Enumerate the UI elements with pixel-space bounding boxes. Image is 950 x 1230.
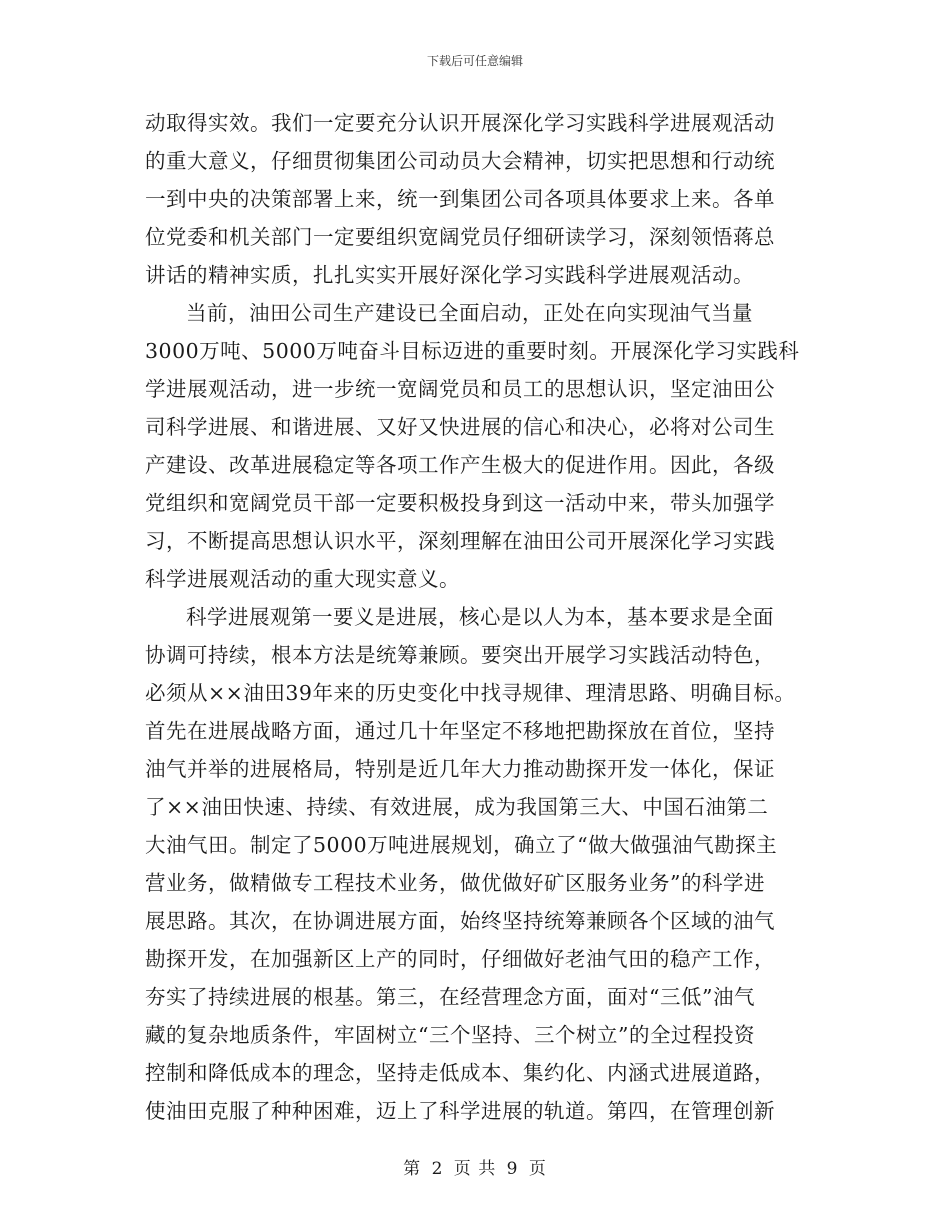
text-line: 3000万吨、5000万吨奋斗目标迈进的重要时刻。开展深化学习实践科 — [145, 339, 800, 363]
total-pages: 9 — [506, 1159, 519, 1179]
text-line: 藏的复杂地质条件，牢固树立“三个坚持、三个树立”的全过程投资 — [145, 1023, 755, 1047]
footer-suffix: 页 — [528, 1159, 547, 1179]
text-line: 一到中央的决策部署上来，统一到集团公司各项具体要求上来。各单 — [145, 187, 775, 211]
text-line: 科学进展观活动的重大现实意义。 — [145, 567, 460, 591]
footer-middle: 页 共 — [453, 1159, 497, 1179]
text-line: 营业务，做精做专工程技术业务，做优做好矿区服务业务”的科学进 — [145, 871, 765, 895]
text-line: 位党委和机关部门一定要组织宽阔党员仔细研读学习，深刻领悟蒋总 — [145, 225, 775, 249]
page-footer — [0, 1154, 950, 1179]
text-line: 司科学进展、和谐进展、又好又快进展的信心和决心，必将对公司生 — [145, 415, 775, 439]
text-line: 展思路。其次，在协调进展方面，始终坚持统筹兼顾各个区域的油气 — [145, 909, 775, 933]
text-line: 了××油田快速、持续、有效进展，成为我国第三大、中国石油第二 — [145, 795, 769, 819]
text-line: 协调可持续，根本方法是统筹兼顾。要突出开展学习实践活动特色， — [145, 643, 775, 667]
text-line: 动取得实效。我们一定要充分认识开展深化学习实践科学进展观活动 — [145, 111, 775, 135]
text-line: 产建设、改革进展稳定等各项工作产生极大的促进作用。因此，各级 — [145, 453, 775, 477]
page-number: 2 — [431, 1159, 444, 1179]
text-line: 首先在进展战略方面，通过几十年坚定不移地把勘探放在首位，坚持 — [145, 719, 775, 743]
text-line: 学进展观活动，进一步统一宽阔党员和员工的思想认识，坚定油田公 — [145, 377, 775, 401]
text-line: 勘探开发，在加强新区上产的同时，仔细做好老油气田的稳产工作， — [145, 947, 775, 971]
paragraph-first-line: 当前，油田公司生产建设已全面启动，正处在向实现油气当量 — [186, 301, 753, 325]
paragraph-first-line: 科学进展观第一要义是进展，核心是以人为本，基本要求是全面 — [186, 605, 774, 629]
text-line: 夯实了持续进展的根基。第三，在经营理念方面，面对“三低”油气 — [145, 985, 755, 1009]
page-header-note: 下载后可任意编辑 — [426, 54, 523, 68]
text-line: 使油田克服了种种困难，迈上了科学进展的轨道。第四，在管理创新 — [145, 1099, 775, 1123]
text-line: 控制和降低成本的理念，坚持走低成本、集约化、内涵式进展道路， — [145, 1061, 775, 1085]
text-line: 党组织和宽阔党员干部一定要积极投身到这一活动中来，带头加强学 — [145, 491, 775, 515]
text-line: 的重大意义，仔细贯彻集团公司动员大会精神，切实把思想和行动统 — [145, 149, 775, 173]
text-line: 大油气田。制定了5000万吨进展规划，确立了“做大做强油气勘探主 — [145, 833, 778, 857]
text-line: 油气并举的进展格局，特别是近几年大力推动勘探开发一体化，保证 — [145, 757, 775, 781]
text-line: 讲话的精神实质，扎扎实实开展好深化学习实践科学进展观活动。 — [145, 263, 754, 287]
text-line: 必须从××油田39年来的历史变化中找寻规律、理清思路、明确目标。 — [145, 681, 796, 705]
footer-prefix: 第 — [403, 1159, 422, 1179]
text-line: 习，不断提高思想认识水平，深刻理解在油田公司开展深化学习实践 — [145, 529, 775, 553]
